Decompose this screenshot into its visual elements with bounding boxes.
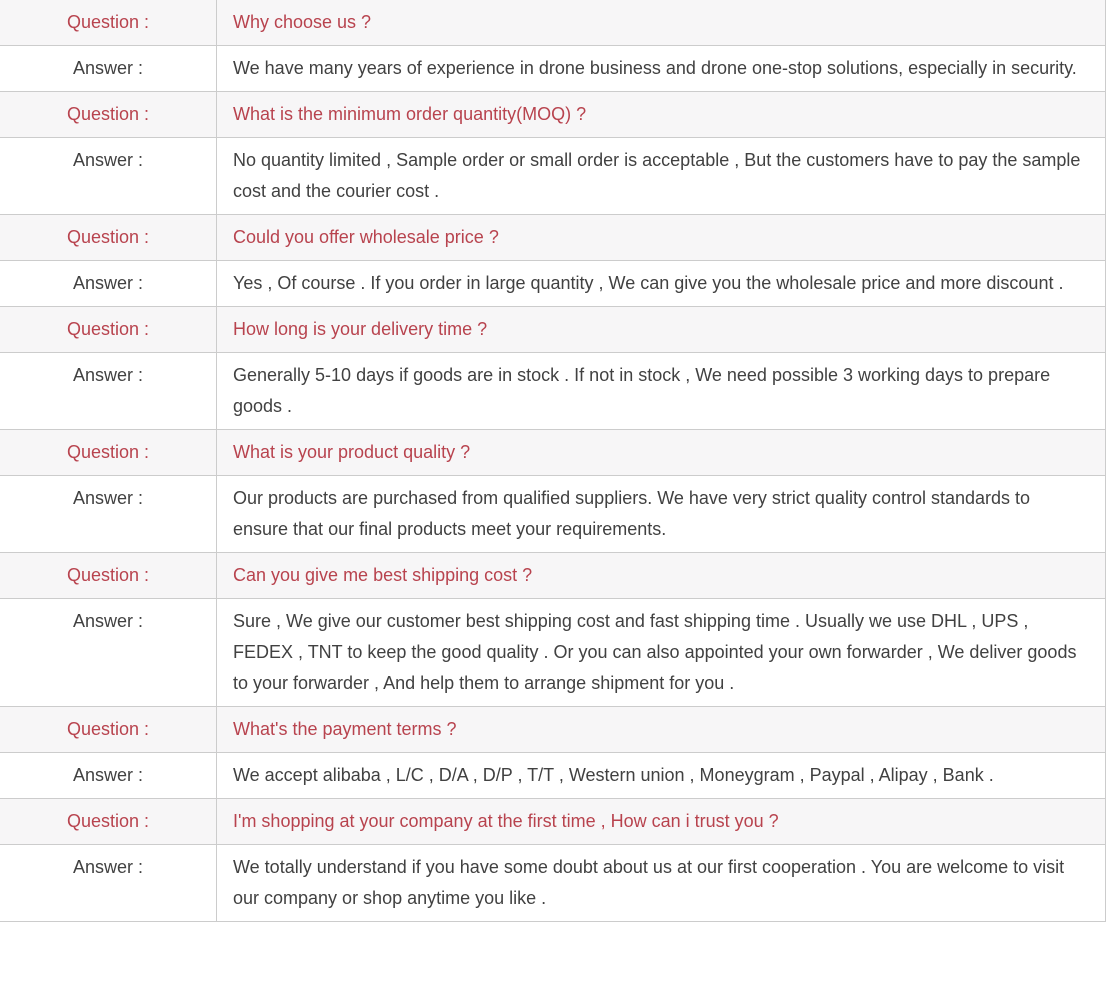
answer-label: Answer : (0, 753, 217, 798)
question-row (0, 553, 1105, 599)
question-label: Question : (0, 430, 217, 475)
question-label: Question : (0, 553, 217, 598)
question-label: Question : (0, 307, 217, 352)
question-text: What is the minimum order quantity(MOQ) ? (233, 104, 587, 124)
answer-label: Answer : (0, 138, 217, 214)
question-text: I'm shopping at your company at the first time , How can i trust you ? (233, 811, 779, 831)
answer-label: Answer : (0, 599, 217, 706)
question-text: What is your product quality ? (233, 442, 471, 462)
question-row (0, 707, 1105, 753)
question-label: Question : (0, 0, 217, 45)
answer-text: No quantity limited , Sample order or small order is acceptable , But the customers have to pay the sample cost and the courier cost . (233, 150, 1081, 201)
question-row (0, 92, 1105, 138)
answer-row (0, 46, 1105, 92)
question-label: Question : (0, 215, 217, 260)
question-row (0, 799, 1105, 845)
answer-row (0, 599, 1105, 707)
question-text: Could you offer wholesale price ? (233, 227, 499, 247)
answer-row (0, 845, 1105, 922)
answer-text: Generally 5-10 days if goods are in stock . If not in stock , We need possible 3 working days to prepare goods . (233, 365, 1051, 416)
answer-label: Answer : (0, 261, 217, 306)
answer-text: Sure , We give our customer best shipping cost and fast shipping time . Usually we use DHL , UPS , FEDEX , TNT to keep the good quality . Or you can also appointed your own forwarder , We deliver goods to your forwarder , And help them to arrange shipment for you . (233, 611, 1077, 693)
answer-label: Answer : (0, 353, 217, 429)
answer-row (0, 261, 1105, 307)
question-text: Why choose us ? (233, 12, 372, 32)
question-row (0, 430, 1105, 476)
question-text: Can you give me best shipping cost ? (233, 565, 533, 585)
answer-text: We accept alibaba , L/C , D/A , D/P , T/T , Western union , Moneygram , Paypal , Alipay , Bank . (233, 765, 994, 785)
question-label: Question : (0, 92, 217, 137)
answer-row (0, 353, 1105, 430)
answer-label: Answer : (0, 46, 217, 91)
answer-label: Answer : (0, 476, 217, 552)
answer-text: Our products are purchased from qualified suppliers. We have very strict quality control standards to ensure that our final products meet your requirements. (233, 488, 1031, 539)
answer-row (0, 476, 1105, 553)
question-label: Question : (0, 707, 217, 752)
question-text: What's the payment terms ? (233, 719, 457, 739)
question-row (0, 307, 1105, 353)
answer-row (0, 753, 1105, 799)
question-row (0, 215, 1105, 261)
question-label: Question : (0, 799, 217, 844)
answer-text: Yes , Of course . If you order in large quantity , We can give you the wholesale price and more discount . (233, 273, 1064, 293)
answer-row (0, 138, 1105, 215)
answer-label: Answer : (0, 845, 217, 921)
answer-text: We totally understand if you have some doubt about us at our first cooperation . You are welcome to visit our company or shop anytime you like . (233, 857, 1065, 908)
answer-text: We have many years of experience in drone business and drone one-stop solutions, especially in security. (233, 58, 1077, 78)
question-row (0, 0, 1105, 46)
question-text: How long is your delivery time ? (233, 319, 488, 339)
